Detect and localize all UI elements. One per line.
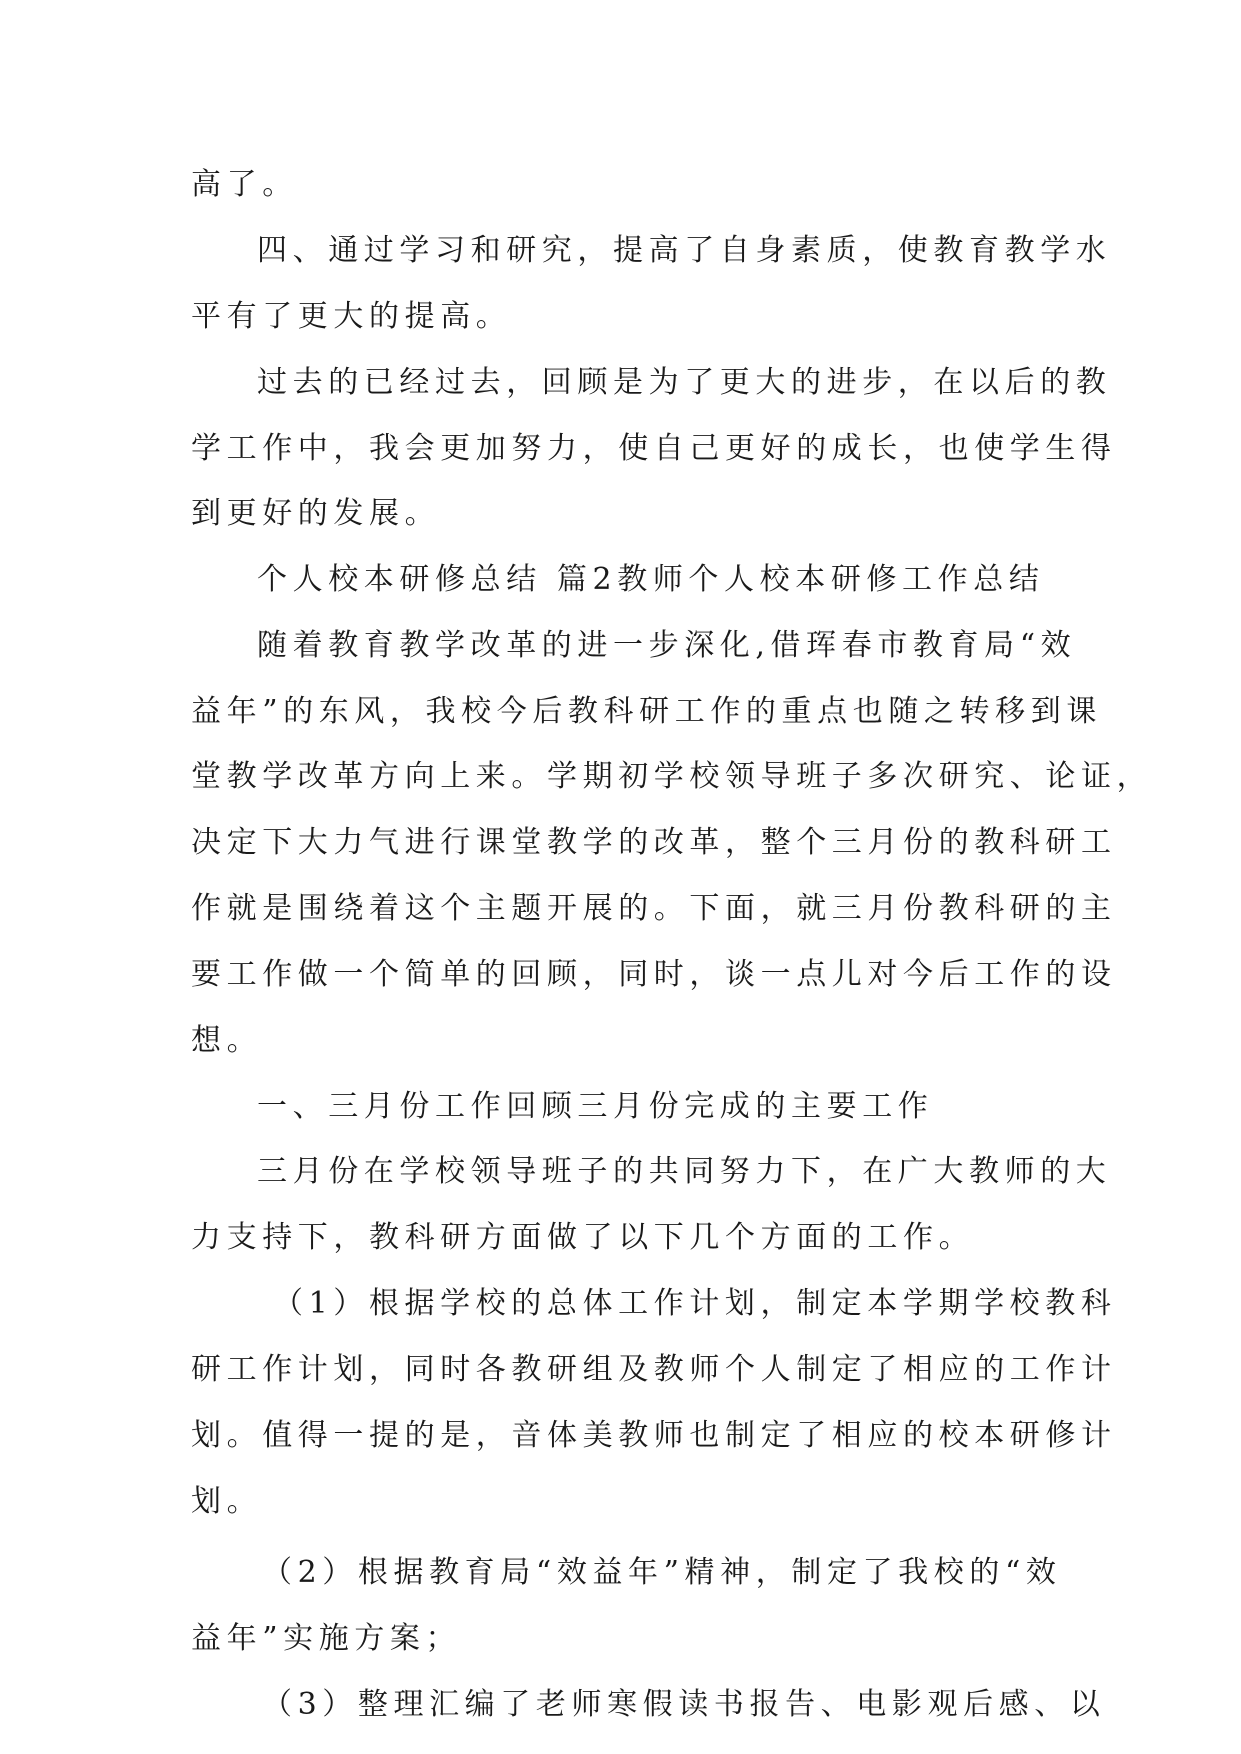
text-line: 平有了更大的提高。: [191, 299, 512, 334]
text-line: 随着教育教学改革的进一步深化,借珲春市教育局“效: [257, 628, 1077, 663]
text-line: 益年”的东风，我校今后教科研工作的重点也随之转移到课: [191, 694, 1102, 729]
text-line: 三月份在学校领导班子的共同努力下，在广大教师的大: [257, 1154, 1112, 1189]
section-heading: 一、三月份工作回顾三月份完成的主要工作: [257, 1089, 934, 1124]
text-line: 决定下大力气进行课堂教学的改革，整个三月份的教科研工: [191, 825, 1117, 860]
text-line: （3）整理汇编了老师寒假读书报告、电影观后感、以: [262, 1687, 1106, 1722]
text-line: 作就是围绕着这个主题开展的。下面，就三月份教科研的主: [191, 891, 1117, 926]
text-line: 益年”实施方案；: [191, 1621, 462, 1656]
section-heading: 个人校本研修总结 篇2教师个人校本研修工作总结: [257, 562, 1045, 597]
text-line: 要工作做一个简单的回顾，同时，谈一点儿对今后工作的设: [191, 957, 1117, 992]
text-line: 过去的已经过去，回顾是为了更大的进步，在以后的教: [257, 365, 1112, 400]
text-line: 划。: [191, 1484, 263, 1519]
text-line: 想。: [191, 1023, 263, 1058]
text-line: 研工作计划，同时各教研组及教师个人制定了相应的工作计: [191, 1352, 1117, 1387]
text-line: 划。值得一提的是，音体美教师也制定了相应的校本研修计: [191, 1418, 1117, 1453]
text-line: 学工作中，我会更加努力，使自己更好的成长，也使学生得: [191, 431, 1117, 466]
text-line: 高了。: [191, 167, 298, 202]
text-line: （1）根据学校的总体工作计划，制定本学期学校教科: [273, 1286, 1117, 1321]
text-line: （2）根据教育局“效益年”精神，制定了我校的“效: [262, 1555, 1062, 1590]
text-line: 堂教学改革方向上来。学期初学校领导班子多次研究、论证，: [191, 759, 1153, 794]
text-line: 力支持下，教科研方面做了以下几个方面的工作。: [191, 1220, 975, 1255]
text-line: 到更好的发展。: [191, 496, 441, 531]
text-line: 四、通过学习和研究，提高了自身素质，使教育教学水: [257, 233, 1112, 268]
